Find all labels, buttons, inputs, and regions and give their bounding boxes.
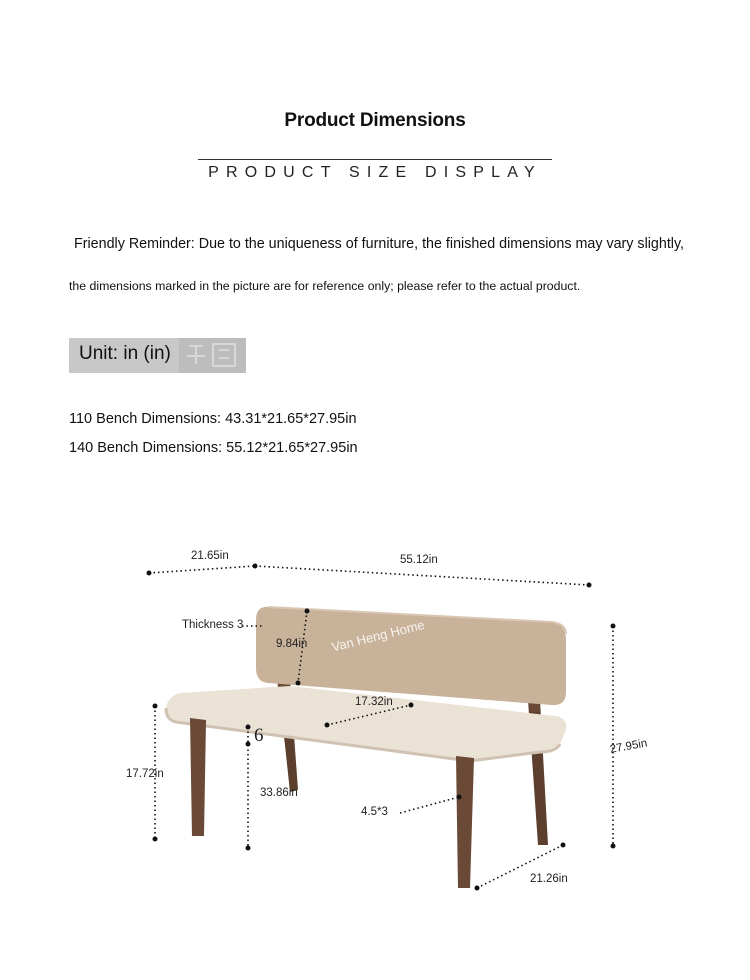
bench-110-dimensions: 110 Bench Dimensions: 43.31*21.65*27.95in — [69, 411, 357, 427]
label-seat-depth: 17.32in — [355, 696, 393, 708]
front-leg-left — [190, 718, 206, 836]
top-depth-line — [149, 566, 255, 573]
label-leg-span: 33.86in — [260, 787, 298, 799]
label-number-six: 6 — [254, 725, 264, 746]
label-top-depth: 21.65in — [191, 550, 229, 562]
label-thickness: Thickness 3 — [182, 619, 244, 631]
page-subtitle: PRODUCT SIZE DISPLAY — [208, 164, 542, 181]
label-base-depth: 21.26in — [530, 873, 568, 885]
watermark-text: Van Heng Home — [330, 616, 426, 655]
label-seat-height: 17.72in — [126, 768, 164, 780]
label-total-height: 27.95in — [609, 737, 649, 756]
unit-label: Unit: in (in) — [79, 343, 171, 364]
label-leg-size: 4.5*3 — [361, 806, 388, 818]
bench-140-dimensions: 140 Bench Dimensions: 55.12*21.65*27.95in — [69, 440, 358, 456]
label-back-height: 9.84in — [276, 638, 308, 650]
page-title: Product Dimensions — [284, 110, 466, 131]
leg-size-line — [400, 797, 459, 813]
top-length-line — [255, 566, 589, 585]
front-leg-right — [456, 756, 474, 888]
reminder-line-1: Friendly Reminder: Due to the uniqueness of furniture, the finished dimensions may vary slightly, — [74, 236, 685, 252]
label-top-length: 55.12in — [400, 554, 438, 566]
reminder-line-2: the dimensions marked in the picture are for reference only; please refer to the actual product. — [69, 279, 581, 293]
